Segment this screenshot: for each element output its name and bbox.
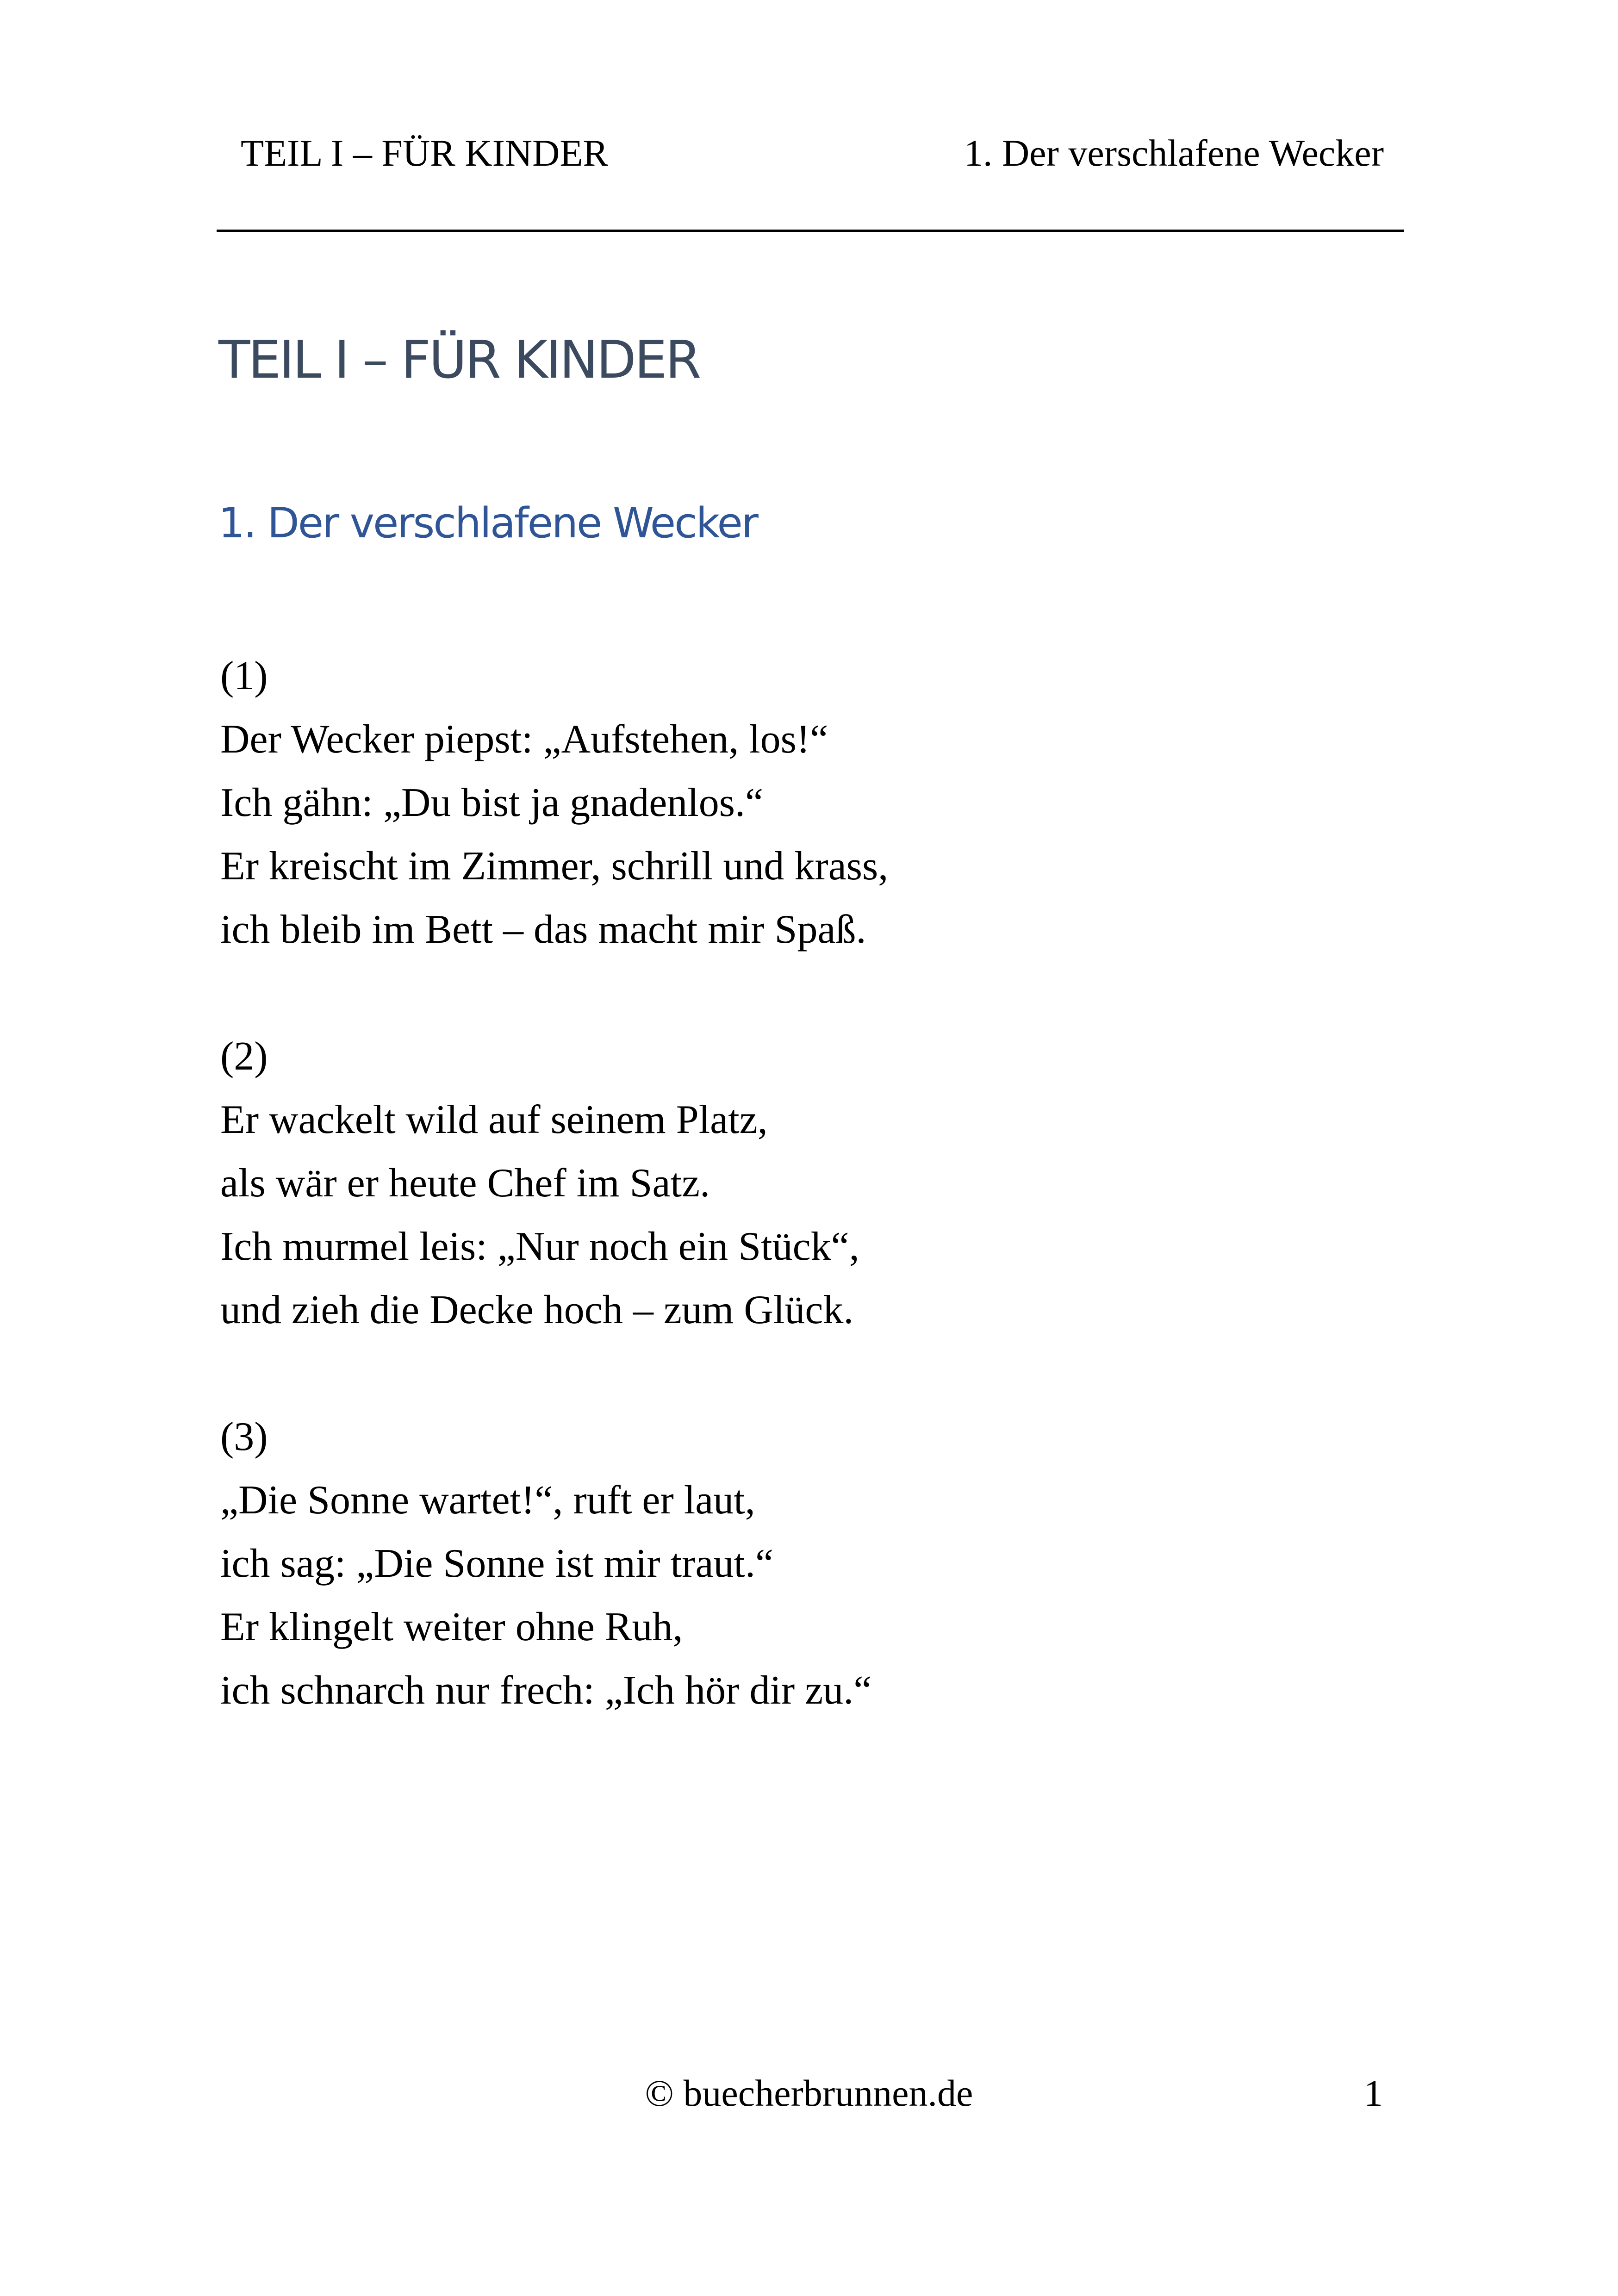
footer-copyright: © buecherbrunnen.de bbox=[645, 2072, 973, 2114]
poem-line: Der Wecker piepst: „Aufstehen, los!“ bbox=[220, 717, 828, 762]
poem-line: und zieh die Decke hoch – zum Glück. bbox=[220, 1288, 854, 1332]
stanza-number: (2) bbox=[220, 1034, 268, 1079]
poem-line: ich sag: „Die Sonne ist mir traut.“ bbox=[220, 1541, 774, 1586]
stanza-2 bbox=[220, 1025, 888, 1342]
poem-line: „Die Sonne wartet!“, ruft er laut, bbox=[220, 1478, 755, 1523]
poem-line: Ich gähn: „Du bist ja gnadenlos.“ bbox=[220, 780, 764, 825]
poem-line: ich schnarch nur frech: „Ich hör dir zu.“ bbox=[220, 1668, 872, 1713]
poem bbox=[220, 644, 888, 1786]
stanza-number: (1) bbox=[220, 653, 268, 698]
stanza-3 bbox=[220, 1405, 888, 1722]
poem-line: ich bleib im Bett – das macht mir Spaß. bbox=[220, 907, 866, 952]
page-number: 1 bbox=[1364, 2072, 1383, 2114]
poem-line: Er wackelt wild auf seinem Platz, bbox=[220, 1097, 768, 1142]
part-title: TEIL I – FÜR KINDER bbox=[218, 330, 700, 390]
stanza-number: (3) bbox=[220, 1414, 268, 1459]
poem-line: Ich murmel leis: „Nur noch ein Stück“, bbox=[220, 1224, 859, 1269]
running-header-left: TEIL I – FÜR KINDER bbox=[241, 132, 609, 174]
chapter-title: 1. Der verschlafene Wecker bbox=[218, 499, 757, 548]
poem-line: Er kreischt im Zimmer, schrill und krass, bbox=[220, 844, 889, 889]
stanza-1 bbox=[220, 644, 888, 961]
poem-line: Er klingelt weiter ohne Ruh, bbox=[220, 1605, 683, 1649]
poem-line: als wär er heute Chef im Satz. bbox=[220, 1161, 710, 1206]
running-header-right: 1. Der verschlafene Wecker bbox=[964, 132, 1384, 174]
header-divider bbox=[217, 230, 1404, 232]
